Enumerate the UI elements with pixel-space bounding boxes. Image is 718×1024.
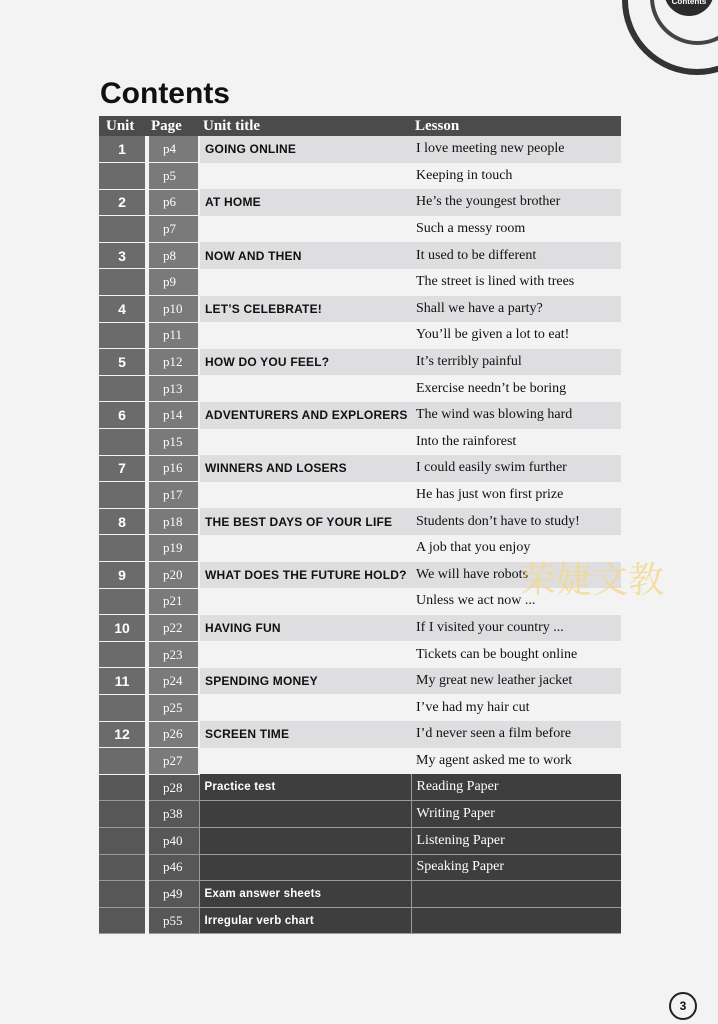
lesson-title: It used to be different xyxy=(411,242,621,269)
unit-number xyxy=(99,322,147,349)
unit-number xyxy=(99,774,147,801)
contents-table xyxy=(99,116,621,934)
table-row xyxy=(99,668,621,695)
unit-number xyxy=(99,216,147,243)
lesson-title: Unless we act now ... xyxy=(416,593,536,609)
page-number: p49 xyxy=(147,881,199,908)
table-header-row xyxy=(99,116,621,136)
exam-row xyxy=(99,854,621,881)
page-number: p12 xyxy=(147,349,199,376)
unit-title xyxy=(199,482,411,509)
unit-number xyxy=(99,429,147,456)
page-number: p10 xyxy=(147,296,199,323)
unit-title: SPENDING MONEY xyxy=(199,668,411,695)
exam-row xyxy=(99,827,621,854)
unit-number: 1 xyxy=(99,136,147,163)
lesson-title: Tickets can be bought online xyxy=(416,646,578,662)
lesson-title: I could easily swim further xyxy=(411,455,621,482)
unit-number: 5 xyxy=(99,349,147,376)
unit-title xyxy=(199,694,411,721)
lesson-title: We will have robots xyxy=(411,562,621,589)
unit-number xyxy=(99,801,147,828)
page-number: p16 xyxy=(147,455,199,482)
unit-title xyxy=(199,216,411,243)
paper-title xyxy=(411,881,621,908)
page-number: p5 xyxy=(147,163,199,190)
unit-title: SCREEN TIME xyxy=(199,721,411,748)
table-row xyxy=(99,429,621,456)
unit-title xyxy=(199,535,411,562)
exam-row xyxy=(99,881,621,908)
section-title: Practice test xyxy=(199,774,411,801)
unit-number: 7 xyxy=(99,455,147,482)
lesson-title: Shall we have a party? xyxy=(411,296,621,323)
lesson-title: Students don’t have to study! xyxy=(411,508,621,535)
unit-title: WINNERS AND LOSERS xyxy=(199,455,411,482)
unit-number: 6 xyxy=(99,402,147,429)
watermark: 荣婕文教 xyxy=(520,560,665,601)
lesson-title: It’s terribly painful xyxy=(411,349,621,376)
page-number: p4 xyxy=(147,136,199,163)
column-header-unit: Unit xyxy=(99,116,147,136)
exam-row xyxy=(99,801,621,828)
table-row xyxy=(99,269,621,296)
page-number: p20 xyxy=(147,562,199,589)
table-row xyxy=(99,508,621,535)
unit-number xyxy=(99,641,147,668)
table-row xyxy=(99,242,621,269)
column-header-lesson: Lesson xyxy=(411,116,621,136)
unit-number xyxy=(99,854,147,881)
table-row xyxy=(99,455,621,482)
unit-title: HAVING FUN xyxy=(199,615,411,642)
table-row xyxy=(99,163,621,190)
page-number: p26 xyxy=(147,721,199,748)
unit-title xyxy=(199,322,411,349)
table-row xyxy=(99,721,621,748)
unit-number: 4 xyxy=(99,296,147,323)
table-row xyxy=(99,296,621,323)
unit-title xyxy=(199,748,411,775)
table-row xyxy=(99,349,621,376)
table-row xyxy=(99,322,621,349)
page-number: p8 xyxy=(147,242,199,269)
unit-number: 9 xyxy=(99,562,147,589)
page-number: p24 xyxy=(147,668,199,695)
lesson-title: My agent asked me to work xyxy=(416,752,572,768)
lesson-title: I’d never seen a film before xyxy=(411,721,621,748)
table-row xyxy=(99,694,621,721)
paper-title: Reading Paper xyxy=(411,774,621,801)
page-number: p7 xyxy=(147,216,199,243)
unit-number xyxy=(99,482,147,509)
table-row xyxy=(99,375,621,402)
lesson-title: He has just won first prize xyxy=(416,487,564,503)
table-row xyxy=(99,189,621,216)
page-number: p23 xyxy=(147,641,199,668)
section-title: Irregular verb chart xyxy=(199,907,411,934)
unit-number xyxy=(99,535,147,562)
page-number: p21 xyxy=(147,588,199,615)
section-title xyxy=(199,827,411,854)
table-row xyxy=(99,482,621,509)
exam-row xyxy=(99,907,621,934)
unit-number xyxy=(99,907,147,934)
paper-title xyxy=(411,907,621,934)
page-title: Contents xyxy=(100,77,230,110)
lesson-title: Such a messy room xyxy=(416,221,526,237)
page-number: p6 xyxy=(147,189,199,216)
unit-title xyxy=(199,269,411,296)
column-header-page: Page xyxy=(147,116,199,136)
paper-title: Listening Paper xyxy=(411,827,621,854)
page-number: p17 xyxy=(147,482,199,509)
unit-number: 12 xyxy=(99,721,147,748)
page-number: p25 xyxy=(147,694,199,721)
unit-title: HOW DO YOU FEEL? xyxy=(199,349,411,376)
unit-title xyxy=(199,429,411,456)
page-number: p38 xyxy=(147,801,199,828)
lesson-title: I love meeting new people xyxy=(411,136,621,163)
page-number: p18 xyxy=(147,508,199,535)
unit-title: ADVENTURERS AND EXPLORERS xyxy=(199,402,411,429)
unit-number: 10 xyxy=(99,615,147,642)
unit-title: THE BEST DAYS OF YOUR LIFE xyxy=(199,508,411,535)
page-number: p9 xyxy=(147,269,199,296)
unit-title: WHAT DOES THE FUTURE HOLD? xyxy=(199,562,411,589)
unit-number: 2 xyxy=(99,189,147,216)
page-number: p19 xyxy=(147,535,199,562)
lesson-title: A job that you enjoy xyxy=(416,540,531,556)
lesson-title: If I visited your country ... xyxy=(411,615,621,642)
unit-number xyxy=(99,748,147,775)
page-number-badge: 3 xyxy=(669,992,697,1020)
unit-number: 11 xyxy=(99,668,147,695)
unit-number xyxy=(99,163,147,190)
page-number: p13 xyxy=(147,375,199,402)
section-title xyxy=(199,801,411,828)
paper-title: Speaking Paper xyxy=(411,854,621,881)
page-number: p11 xyxy=(147,322,199,349)
page-number: p27 xyxy=(147,748,199,775)
table-row xyxy=(99,402,621,429)
unit-number xyxy=(99,269,147,296)
unit-title: GOING ONLINE xyxy=(199,136,411,163)
lesson-title: Exercise needn’t be boring xyxy=(416,380,567,396)
lesson-title: He’s the youngest brother xyxy=(411,189,621,216)
page-number: p28 xyxy=(147,774,199,801)
contents-badge: Contents xyxy=(664,0,714,16)
page-number: p46 xyxy=(147,854,199,881)
lesson-title: You’ll be given a lot to eat! xyxy=(416,327,570,343)
section-title xyxy=(199,854,411,881)
lesson-title: The street is lined with trees xyxy=(416,274,575,290)
table-row xyxy=(99,748,621,775)
unit-title xyxy=(199,588,411,615)
unit-title xyxy=(199,641,411,668)
unit-number: 3 xyxy=(99,242,147,269)
unit-title: LET’S CELEBRATE! xyxy=(199,296,411,323)
page-number: p40 xyxy=(147,827,199,854)
section-title: Exam answer sheets xyxy=(199,881,411,908)
lesson-title: I’ve had my hair cut xyxy=(416,699,530,715)
unit-title: AT HOME xyxy=(199,189,411,216)
lesson-title: The wind was blowing hard xyxy=(411,402,621,429)
lesson-title: My great new leather jacket xyxy=(411,668,621,695)
unit-number xyxy=(99,827,147,854)
unit-title xyxy=(199,163,411,190)
page-number: p22 xyxy=(147,615,199,642)
unit-title: NOW AND THEN xyxy=(199,242,411,269)
unit-number xyxy=(99,588,147,615)
unit-number xyxy=(99,881,147,908)
unit-number: 8 xyxy=(99,508,147,535)
page-number: p15 xyxy=(147,429,199,456)
exam-row xyxy=(99,774,621,801)
paper-title: Writing Paper xyxy=(411,801,621,828)
lesson-title: Into the rainforest xyxy=(416,433,517,449)
page-number: p55 xyxy=(147,907,199,934)
unit-number xyxy=(99,694,147,721)
lesson-title: Keeping in touch xyxy=(416,167,513,183)
table-row xyxy=(99,216,621,243)
unit-number xyxy=(99,375,147,402)
column-header-unit-title: Unit title xyxy=(199,116,411,136)
unit-title xyxy=(199,375,411,402)
table-row xyxy=(99,641,621,668)
table-row xyxy=(99,136,621,163)
page-number: p14 xyxy=(147,402,199,429)
table-row xyxy=(99,615,621,642)
